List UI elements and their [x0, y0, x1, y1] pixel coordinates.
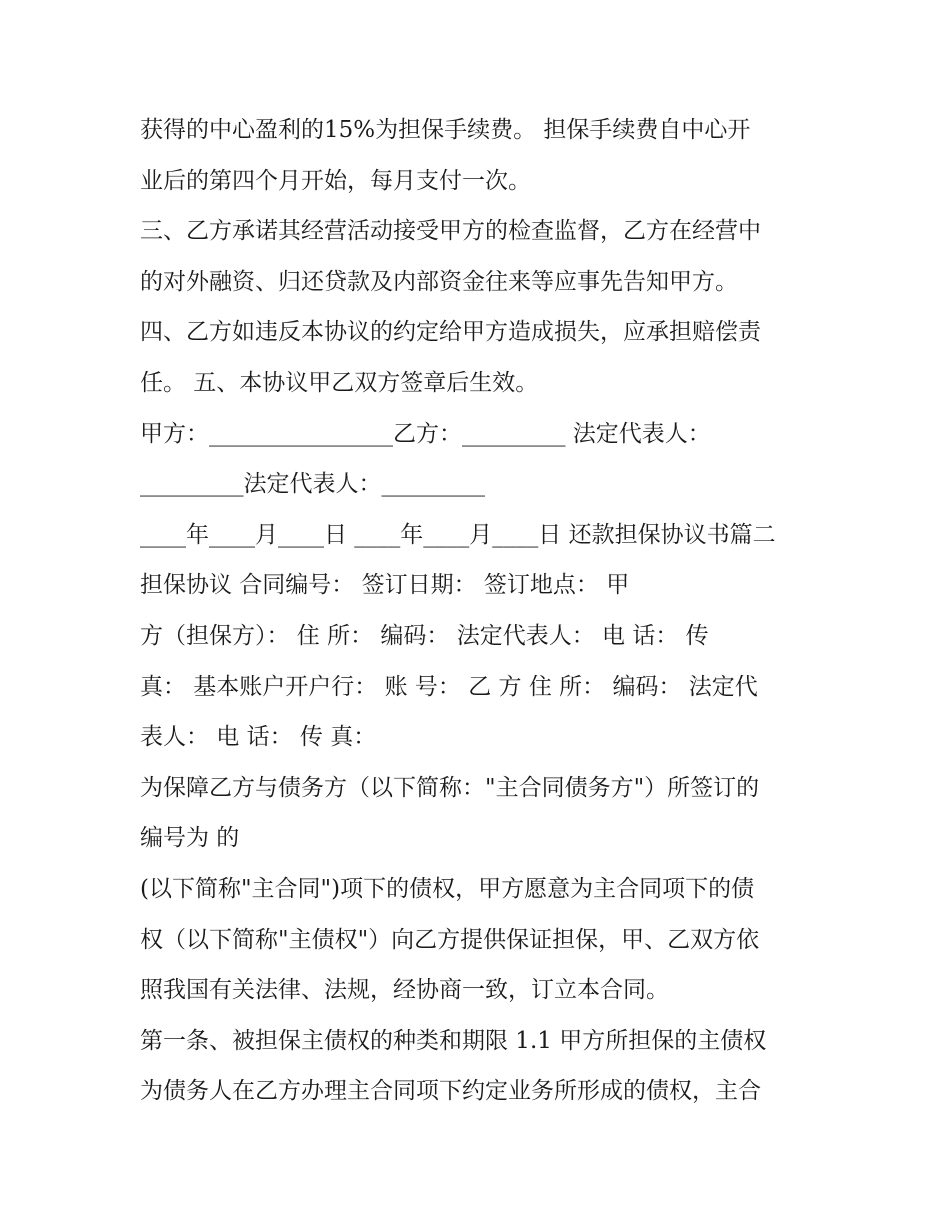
text-line: 三、乙方承诺其经营活动接受甲方的检查监督，乙方在经营中: [140, 218, 761, 244]
date-line: ____年____月____日 ____年____月____日 还款担保协议书篇二: [140, 522, 776, 548]
text-line: 获得的中心盈利的15%为担保手续费。 担保手续费自中心开: [140, 117, 751, 143]
text-line: (以下简称"主合同")项下的债权，甲方愿意为主合同项下的债: [140, 876, 755, 902]
text-line: 第一条、被担保主债权的种类和期限 1.1 甲方所担保的主债权: [140, 1028, 767, 1054]
text-line: 权（以下简称"主债权"）向乙方提供保证担保，甲、乙双方依: [140, 927, 760, 953]
text-line: 表人： 电 话： 传 真：: [140, 724, 377, 750]
text-line: 编号为 的: [140, 825, 240, 851]
signature-line: _________法定代表人：_________: [140, 471, 485, 497]
text-line: 为债务人在乙方办理主合同项下约定业务所形成的债权，主合: [140, 1078, 761, 1104]
text-line: 的对外融资、归还贷款及内部资金往来等应事先告知甲方。: [140, 269, 738, 295]
text-line: 担保协议 合同编号： 签订日期： 签订地点： 甲: [140, 572, 630, 598]
text-line: 真： 基本账户开户行： 账 号： 乙 方 住 所： 编码： 法定代: [140, 674, 758, 700]
text-line: 为保障乙方与债务方（以下简称："主合同债务方"）所签订的: [140, 775, 760, 801]
text-line: 照我国有关法律、法规，经协商一致，订立本合同。: [140, 977, 669, 1003]
text-line: 四、乙方如违反本协议的约定给甲方造成损失，应承担赔偿责: [140, 319, 761, 345]
text-line: 方（担保方）： 住 所： 编码： 法定代表人： 电 话： 传: [140, 623, 709, 649]
signature-line: 甲方：________________乙方：_________ 法定代表人：: [140, 421, 711, 447]
text-line: 业后的第四个月开始，每月支付一次。: [140, 168, 531, 194]
text-line: 任。 五、本协议甲乙双方签章后生效。: [140, 370, 539, 396]
